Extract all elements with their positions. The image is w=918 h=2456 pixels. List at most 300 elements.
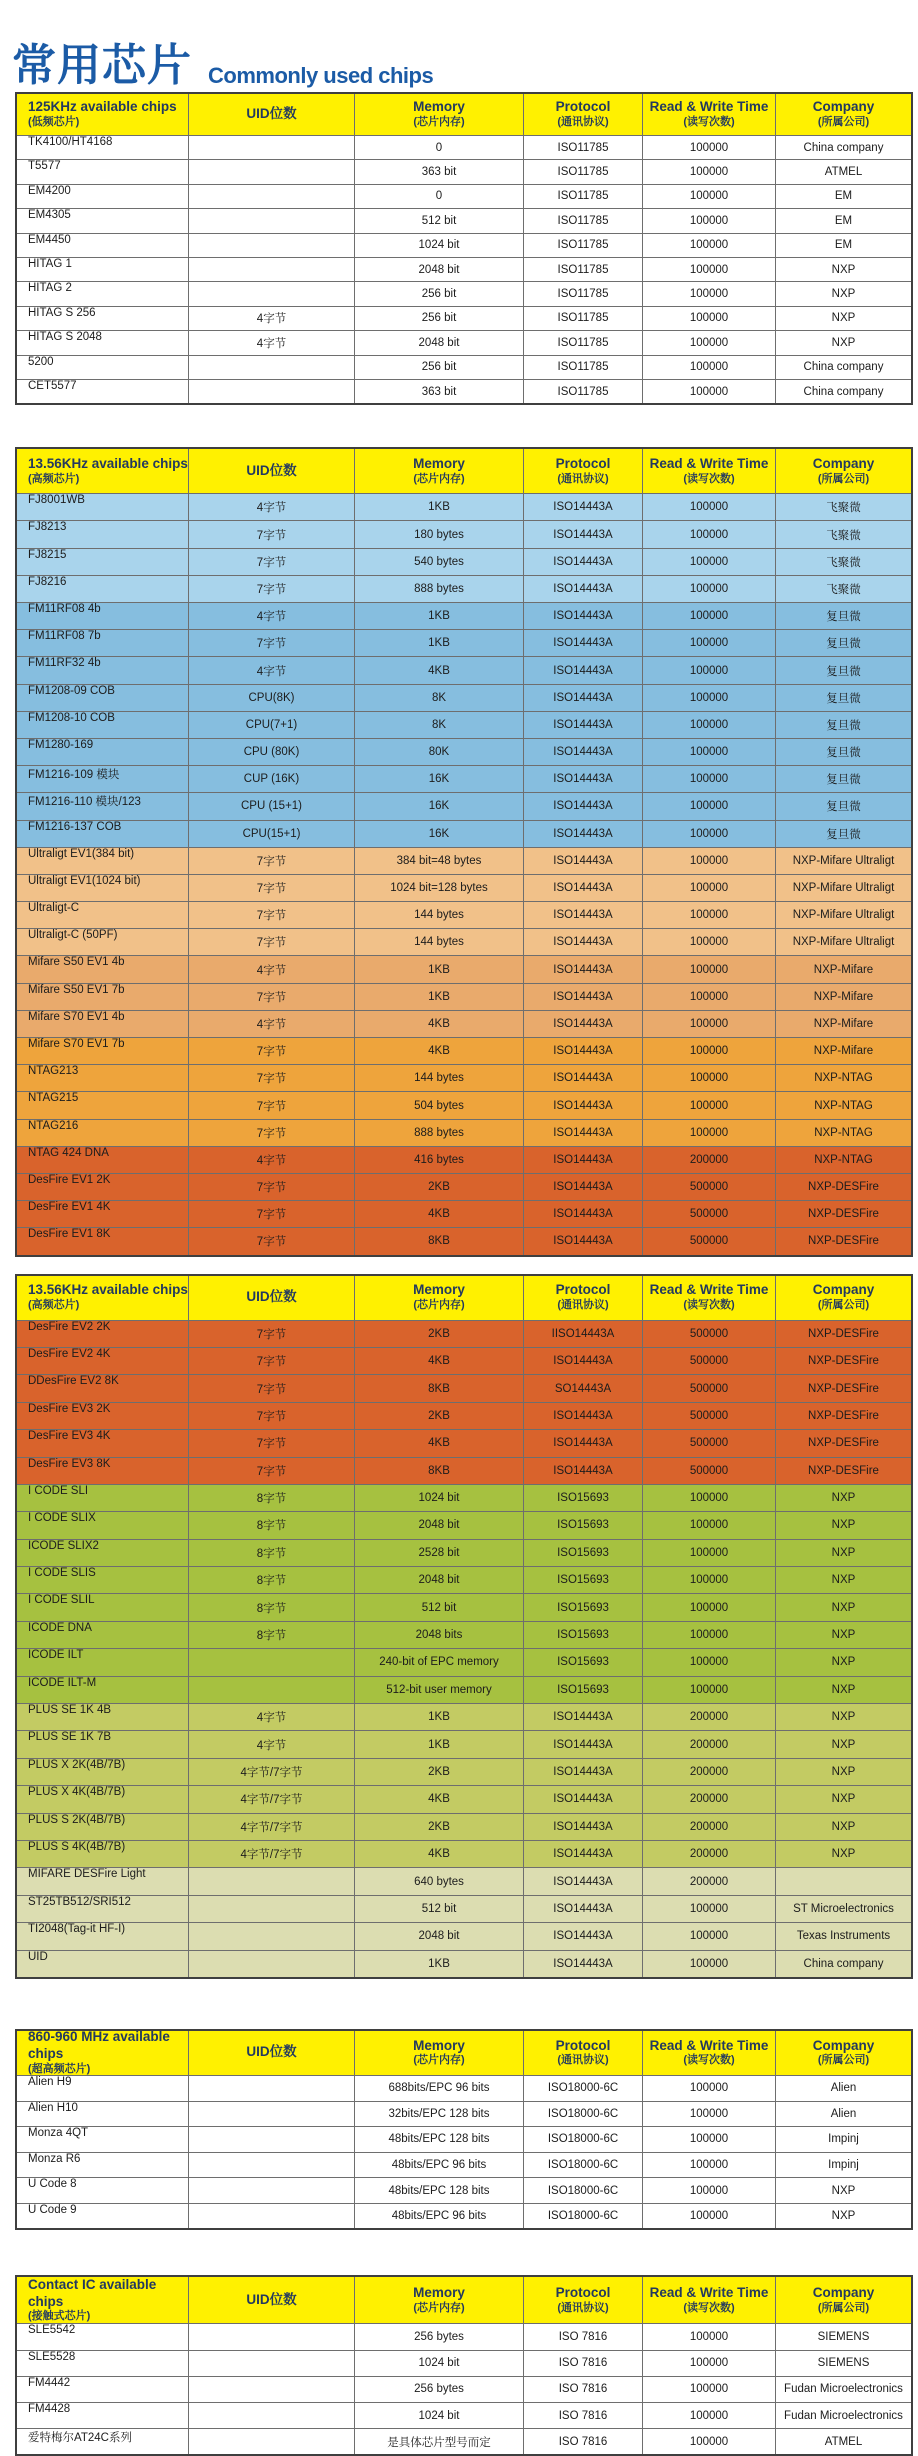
- cell-rw-times: 100000: [643, 1896, 776, 1922]
- cell-chip-name: PLUS S 2K(4B/7B): [17, 1814, 189, 1840]
- cell-company: EM: [834, 214, 853, 227]
- cell-chip-name: Ultraligt EV1(384 bit): [17, 848, 189, 874]
- header-label: Memory: [413, 2285, 465, 2301]
- cell-company: 复旦微: [826, 611, 861, 624]
- cell-uid-bytes: 4字节/7字节: [189, 1786, 355, 1812]
- cell-chip-name: HITAG 1: [17, 258, 189, 281]
- cell-memory: 1024 bit=128 bytes: [355, 875, 524, 901]
- header-label: Protocol: [555, 99, 611, 115]
- cell-uid-bytes: 8字节: [189, 1485, 355, 1511]
- cell-uid-bytes: 7字节: [189, 875, 355, 901]
- header-label: 13.56KHz available chips: [28, 1282, 188, 1298]
- cell-protocol: ISO14443A: [524, 1201, 643, 1227]
- table-row: [17, 657, 911, 684]
- cell-uid-bytes: [189, 1923, 355, 1949]
- header-sublabel: (通讯协议): [557, 1299, 609, 1312]
- cell-rw-times: 500000: [643, 1321, 776, 1347]
- cell-memory: 8KB: [355, 1375, 524, 1401]
- cell-protocol: ISO14443A: [524, 1174, 643, 1200]
- cell-protocol: ISO11785: [524, 209, 643, 232]
- cell-uid-bytes: 4字节: [189, 1011, 355, 1037]
- chip-table-125khz: [15, 92, 913, 405]
- table-row: [17, 848, 911, 875]
- header-label: UID位数: [246, 106, 297, 122]
- cell-rw-times: 100000: [643, 2403, 776, 2428]
- cell-company: NXP-NTAG: [814, 1126, 873, 1139]
- cell-company: ATMEL: [824, 2435, 863, 2448]
- cell-company: NXP: [831, 263, 856, 276]
- cell-company: NXP: [831, 2184, 856, 2197]
- cell-rw-times: 100000: [643, 2127, 776, 2152]
- header-sublabel: (超高频芯片): [28, 2062, 91, 2075]
- cell-protocol: ISO 7816: [524, 2377, 643, 2402]
- cell-memory: 8KB: [355, 1228, 524, 1254]
- cell-chip-name: DDesFire EV2 8K: [17, 1375, 189, 1401]
- cell-company: NXP-NTAG: [814, 1099, 873, 1112]
- cell-rw-times: 100000: [643, 902, 776, 928]
- chip-table-860-960mhz: [15, 2029, 913, 2231]
- cell-uid-bytes: [189, 258, 355, 281]
- table-row: [17, 2127, 911, 2153]
- cell-chip-name: U Code 8: [17, 2178, 189, 2203]
- table-row: [17, 1403, 911, 1430]
- cell-protocol: ISO14443A: [524, 1704, 643, 1730]
- cell-memory: 16K: [355, 793, 524, 819]
- cell-memory: 363 bit: [355, 380, 524, 403]
- cell-company: NXP-NTAG: [814, 1153, 873, 1166]
- cell-company: 复旦微: [826, 747, 861, 760]
- cell-chip-name: NTAG213: [17, 1065, 189, 1091]
- cell-uid-bytes: [189, 2204, 355, 2229]
- cell-protocol: ISO14443A: [524, 1011, 643, 1037]
- cell-chip-name: SLE5542: [17, 2324, 189, 2349]
- cell-company: NXP-Mifare Ultraligt: [792, 909, 895, 922]
- cell-company: Alien: [830, 2107, 857, 2120]
- cell-company: China company: [803, 1957, 884, 1970]
- cell-protocol: ISO14443A: [524, 1092, 643, 1118]
- header-label: UID位数: [246, 462, 297, 478]
- table-row: [17, 1147, 911, 1174]
- cell-protocol: ISO18000-6C: [524, 2076, 643, 2101]
- cell-chip-name: Monza 4QT: [17, 2127, 189, 2152]
- header-sublabel: (读写次数): [683, 1299, 735, 1312]
- cell-uid-bytes: 7字节: [189, 1120, 355, 1146]
- table-row: [17, 1704, 911, 1731]
- cell-uid-bytes: [189, 2127, 355, 2152]
- cell-uid-bytes: [189, 356, 355, 379]
- header-cell-memory: [355, 2277, 524, 2323]
- cell-uid-bytes: 4字节: [189, 307, 355, 330]
- cell-rw-times: 100000: [643, 739, 776, 765]
- cell-rw-times: 100000: [643, 160, 776, 183]
- header-cell-company: [776, 2031, 911, 2075]
- cell-uid-bytes: [189, 136, 355, 159]
- cell-rw-times: 200000: [643, 1147, 776, 1173]
- cell-memory: 2048 bit: [355, 1512, 524, 1538]
- table-row: [17, 2178, 911, 2204]
- cell-company: NXP-DESFire: [808, 1208, 879, 1221]
- cell-protocol: ISO14443A: [524, 739, 643, 765]
- header-cell-chip-name: [17, 2277, 189, 2323]
- cell-protocol: ISO14443A: [524, 929, 643, 955]
- table-row: [17, 1458, 911, 1485]
- header-label: Protocol: [555, 2285, 611, 2301]
- header-label: Memory: [413, 1282, 465, 1298]
- cell-memory: 1KB: [355, 603, 524, 629]
- table-row: [17, 2102, 911, 2128]
- header-label: Memory: [413, 99, 465, 115]
- cell-rw-times: 100000: [643, 1594, 776, 1620]
- cell-company: EM: [834, 239, 853, 252]
- header-label: 13.56KHz available chips: [28, 455, 188, 471]
- table-row: [17, 2377, 911, 2403]
- cell-rw-times: 100000: [643, 630, 776, 656]
- header-cell-rw-times: [643, 449, 776, 493]
- cell-chip-name: HITAG S 2048: [17, 331, 189, 354]
- table-row: [17, 1375, 911, 1402]
- table-row: [17, 209, 911, 233]
- tables-container: [0, 92, 918, 2456]
- cell-memory: 384 bit=48 bytes: [355, 848, 524, 874]
- cell-rw-times: 100000: [643, 685, 776, 711]
- cell-rw-times: 100000: [643, 2324, 776, 2349]
- cell-company: NXP: [831, 1492, 856, 1505]
- table-row: [17, 1786, 911, 1813]
- header-sublabel: (所属公司): [817, 2054, 870, 2067]
- header-cell-uid-bytes: [189, 2031, 355, 2075]
- cell-uid-bytes: [189, 209, 355, 232]
- cell-protocol: ISO11785: [524, 234, 643, 257]
- cell-company: China company: [803, 385, 884, 398]
- header-label: UID位数: [246, 1289, 297, 1305]
- cell-memory: 256 bit: [355, 282, 524, 305]
- cell-protocol: ISO15693: [524, 1567, 643, 1593]
- cell-company: 复旦微: [826, 828, 861, 841]
- header-label: Read & Write Time: [649, 2285, 769, 2301]
- header-sublabel: (所属公司): [817, 1299, 870, 1312]
- cell-protocol: ISO14443A: [524, 1896, 643, 1922]
- table-row: [17, 956, 911, 983]
- header-cell-rw-times: [643, 94, 776, 135]
- cell-rw-times: 100000: [643, 848, 776, 874]
- cell-company: NXP: [831, 1574, 856, 1587]
- header-label: Protocol: [555, 1282, 611, 1298]
- header-cell-protocol: [524, 94, 643, 135]
- cell-protocol: ISO14443A: [524, 576, 643, 602]
- header-label: Company: [812, 1282, 875, 1298]
- cell-protocol: ISO15693: [524, 1622, 643, 1648]
- cell-company: NXP-DESFire: [808, 1464, 879, 1477]
- cell-uid-bytes: 4字节: [189, 331, 355, 354]
- cell-rw-times: 100000: [643, 1011, 776, 1037]
- cell-rw-times: 100000: [643, 282, 776, 305]
- table-row: [17, 521, 911, 548]
- cell-uid-bytes: 7字节: [189, 1375, 355, 1401]
- chip-table-contact-ic: [15, 2275, 913, 2456]
- cell-memory: 2048 bit: [355, 1923, 524, 1949]
- cell-company: NXP-Mifare Ultraligt: [792, 854, 895, 867]
- cell-chip-name: Ultraligt-C: [17, 902, 189, 928]
- cell-chip-name: DesFire EV1 2K: [17, 1174, 189, 1200]
- cell-protocol: ISO14443A: [524, 1228, 643, 1254]
- table-row: [17, 712, 911, 739]
- table-row: [17, 1228, 911, 1254]
- cell-memory: 1KB: [355, 494, 524, 520]
- table-row: [17, 1120, 911, 1147]
- table-row: [17, 1923, 911, 1950]
- table-row: [17, 1814, 911, 1841]
- header-label: Company: [812, 2037, 875, 2053]
- cell-rw-times: 100000: [643, 2076, 776, 2101]
- table-row: [17, 1038, 911, 1065]
- cell-protocol: ISO14443A: [524, 1841, 643, 1867]
- cell-uid-bytes: [189, 2178, 355, 2203]
- cell-protocol: ISO14443A: [524, 1403, 643, 1429]
- cell-company: NXP-Mifare: [813, 990, 874, 1003]
- cell-memory: 240-bit of EPC memory: [355, 1649, 524, 1675]
- cell-memory: 256 bit: [355, 356, 524, 379]
- table-row: [17, 1677, 911, 1704]
- cell-uid-bytes: 7字节: [189, 1228, 355, 1254]
- header-sublabel: (所属公司): [817, 2302, 870, 2315]
- cell-protocol: ISO14443A: [524, 1430, 643, 1456]
- cell-uid-bytes: 7字节: [189, 929, 355, 955]
- cell-company: SIEMENS: [817, 2331, 870, 2344]
- cell-memory: 1KB: [355, 630, 524, 656]
- cell-protocol: ISO14443A: [524, 1038, 643, 1064]
- header-cell-protocol: [524, 2277, 643, 2323]
- table-row: [17, 258, 911, 282]
- cell-memory: 688bits/EPC 96 bits: [355, 2076, 524, 2101]
- cell-uid-bytes: 4字节/7字节: [189, 1759, 355, 1785]
- table-row: [17, 160, 911, 184]
- header-sublabel: (所属公司): [817, 116, 870, 129]
- header-cell-protocol: [524, 2031, 643, 2075]
- cell-rw-times: 100000: [643, 1951, 776, 1977]
- cell-memory: 8K: [355, 712, 524, 738]
- cell-rw-times: 100000: [643, 136, 776, 159]
- cell-uid-bytes: [189, 1868, 355, 1894]
- cell-rw-times: 100000: [643, 1092, 776, 1118]
- cell-rw-times: 100000: [643, 356, 776, 379]
- cell-chip-name: FM1216-110 模块/123: [17, 793, 189, 819]
- header-cell-company: [776, 2277, 911, 2323]
- cell-chip-name: FJ8216: [17, 576, 189, 602]
- cell-chip-name: ST25TB512/SRI512: [17, 1896, 189, 1922]
- table-row: [17, 1622, 911, 1649]
- header-cell-memory: [355, 2031, 524, 2075]
- cell-protocol: ISO15693: [524, 1540, 643, 1566]
- cell-memory: 1KB: [355, 1731, 524, 1757]
- cell-uid-bytes: CPU(8K): [189, 685, 355, 711]
- table-row: [17, 1731, 911, 1758]
- header-sublabel: (通讯协议): [557, 2302, 609, 2315]
- cell-company: EM: [834, 190, 853, 203]
- cell-rw-times: 100000: [643, 2204, 776, 2229]
- cell-uid-bytes: 7字节: [189, 521, 355, 547]
- cell-protocol: ISO14443A: [524, 1147, 643, 1173]
- cell-memory: 80K: [355, 739, 524, 765]
- cell-company: NXP-DESFire: [808, 1327, 879, 1340]
- header-label: Read & Write Time: [649, 2037, 769, 2053]
- cell-company: NXP: [831, 1656, 856, 1669]
- cell-rw-times: 200000: [643, 1841, 776, 1867]
- cell-rw-times: 100000: [643, 956, 776, 982]
- header-label: Read & Write Time: [649, 99, 769, 115]
- cell-uid-bytes: 8字节: [189, 1540, 355, 1566]
- cell-chip-name: Ultraligt-C (50PF): [17, 929, 189, 955]
- table-row: [17, 1868, 911, 1895]
- cell-uid-bytes: [189, 1677, 355, 1703]
- cell-rw-times: 100000: [643, 380, 776, 403]
- cell-memory: 540 bytes: [355, 549, 524, 575]
- cell-memory: 4KB: [355, 1038, 524, 1064]
- cell-chip-name: Mifare S50 EV1 7b: [17, 984, 189, 1010]
- cell-rw-times: 200000: [643, 1868, 776, 1894]
- cell-protocol: ISO14443A: [524, 1065, 643, 1091]
- cell-chip-name: EM4305: [17, 209, 189, 232]
- cell-protocol: ISO14443A: [524, 521, 643, 547]
- table-row: [17, 1512, 911, 1539]
- cell-uid-bytes: [189, 185, 355, 208]
- cell-memory: 1KB: [355, 956, 524, 982]
- cell-company: 复旦微: [826, 719, 861, 732]
- cell-uid-bytes: 7字节: [189, 1201, 355, 1227]
- cell-uid-bytes: [189, 1649, 355, 1675]
- cell-protocol: ISO14443A: [524, 657, 643, 683]
- table-row: [17, 2351, 911, 2377]
- cell-protocol: ISO14443A: [524, 821, 643, 847]
- cell-company: NXP-DESFire: [808, 1181, 879, 1194]
- cell-chip-name: TI2048(Tag-it HF-I): [17, 1923, 189, 1949]
- cell-company: NXP: [831, 1711, 856, 1724]
- cell-rw-times: 100000: [643, 2351, 776, 2376]
- cell-memory: 4KB: [355, 1430, 524, 1456]
- chip-table-13.56khz-a: [15, 447, 913, 1256]
- header-label: UID位数: [246, 2044, 297, 2060]
- cell-uid-bytes: 4字节: [189, 603, 355, 629]
- header-label: Protocol: [555, 2037, 611, 2053]
- table-row: [17, 685, 911, 712]
- cell-memory: 256 bytes: [355, 2377, 524, 2402]
- table-row: [17, 630, 911, 657]
- cell-protocol: ISO14443A: [524, 1759, 643, 1785]
- cell-uid-bytes: [189, 2429, 355, 2454]
- cell-uid-bytes: [189, 2324, 355, 2349]
- header-cell-protocol: [524, 1276, 643, 1320]
- table-row: [17, 136, 911, 160]
- cell-chip-name: I CODE SLIX: [17, 1512, 189, 1538]
- cell-rw-times: 100000: [643, 521, 776, 547]
- cell-rw-times: 100000: [643, 1649, 776, 1675]
- cell-uid-bytes: 4字节: [189, 1147, 355, 1173]
- cell-uid-bytes: 7字节: [189, 1038, 355, 1064]
- cell-company: 飞聚微: [826, 502, 861, 515]
- cell-uid-bytes: [189, 2351, 355, 2376]
- cell-rw-times: 100000: [643, 307, 776, 330]
- cell-chip-name: UID: [17, 1951, 189, 1977]
- cell-protocol: ISO14443A: [524, 1923, 643, 1949]
- cell-company: NXP-DESFire: [808, 1409, 879, 1422]
- cell-protocol: ISO11785: [524, 136, 643, 159]
- table-row: [17, 1348, 911, 1375]
- header-sublabel: (接触式芯片): [28, 2310, 91, 2323]
- header-sublabel: (通讯协议): [557, 2054, 609, 2067]
- cell-chip-name: Mifare S70 EV1 4b: [17, 1011, 189, 1037]
- cell-company: NXP-Mifare Ultraligt: [792, 882, 895, 895]
- header-label: Company: [812, 2285, 875, 2301]
- cell-memory: 2528 bit: [355, 1540, 524, 1566]
- cell-chip-name: FJ8001WB: [17, 494, 189, 520]
- cell-uid-bytes: CPU(7+1): [189, 712, 355, 738]
- cell-chip-name: PLUS X 2K(4B/7B): [17, 1759, 189, 1785]
- cell-company: 复旦微: [826, 692, 861, 705]
- header-cell-rw-times: [643, 2031, 776, 2075]
- header-label: Read & Write Time: [649, 1282, 769, 1298]
- cell-rw-times: 100000: [643, 2178, 776, 2203]
- cell-chip-name: I CODE SLIL: [17, 1594, 189, 1620]
- cell-memory: 4KB: [355, 1011, 524, 1037]
- table-row: [17, 1430, 911, 1457]
- table-row: [17, 1896, 911, 1923]
- cell-uid-bytes: 7字节: [189, 1403, 355, 1429]
- cell-uid-bytes: [189, 380, 355, 403]
- table-row: [17, 1594, 911, 1621]
- table-row: [17, 2403, 911, 2429]
- cell-rw-times: 100000: [643, 185, 776, 208]
- cell-protocol: ISO14443A: [524, 630, 643, 656]
- cell-memory: 256 bit: [355, 307, 524, 330]
- table-row: [17, 875, 911, 902]
- cell-chip-name: Alien H10: [17, 2102, 189, 2127]
- cell-uid-bytes: [189, 2403, 355, 2428]
- cell-rw-times: 100000: [643, 1677, 776, 1703]
- cell-protocol: ISO14443A: [524, 1458, 643, 1484]
- cell-chip-name: Alien H9: [17, 2076, 189, 2101]
- header-cell-uid-bytes: [189, 449, 355, 493]
- cell-uid-bytes: 8字节: [189, 1567, 355, 1593]
- cell-rw-times: 100000: [643, 1485, 776, 1511]
- header-sublabel: (读写次数): [683, 116, 735, 129]
- cell-uid-bytes: 4字节: [189, 1704, 355, 1730]
- cell-rw-times: 500000: [643, 1375, 776, 1401]
- header-sublabel: (通讯协议): [557, 472, 609, 485]
- cell-uid-bytes: 4字节: [189, 956, 355, 982]
- cell-uid-bytes: [189, 2102, 355, 2127]
- cell-rw-times: 100000: [643, 331, 776, 354]
- cell-protocol: ISO14443A: [524, 1814, 643, 1840]
- cell-memory: 144 bytes: [355, 902, 524, 928]
- cell-uid-bytes: 8字节: [189, 1594, 355, 1620]
- table-header-row: [17, 2031, 911, 2076]
- cell-chip-name: Ultraligt EV1(1024 bit): [17, 875, 189, 901]
- cell-uid-bytes: [189, 1896, 355, 1922]
- cell-memory: 2048 bit: [355, 258, 524, 281]
- cell-uid-bytes: 7字节: [189, 549, 355, 575]
- cell-memory: 1KB: [355, 984, 524, 1010]
- cell-uid-bytes: [189, 1951, 355, 1977]
- cell-memory: 1024 bit: [355, 234, 524, 257]
- header-cell-chip-name: [17, 449, 189, 493]
- cell-memory: 1024 bit: [355, 2351, 524, 2376]
- cell-memory: 4KB: [355, 1786, 524, 1812]
- cell-rw-times: 100000: [643, 793, 776, 819]
- header-cell-chip-name: [17, 1276, 189, 1320]
- cell-chip-name: FM4442: [17, 2377, 189, 2402]
- cell-protocol: ISO11785: [524, 160, 643, 183]
- cell-rw-times: 100000: [643, 1512, 776, 1538]
- cell-memory: 2KB: [355, 1321, 524, 1347]
